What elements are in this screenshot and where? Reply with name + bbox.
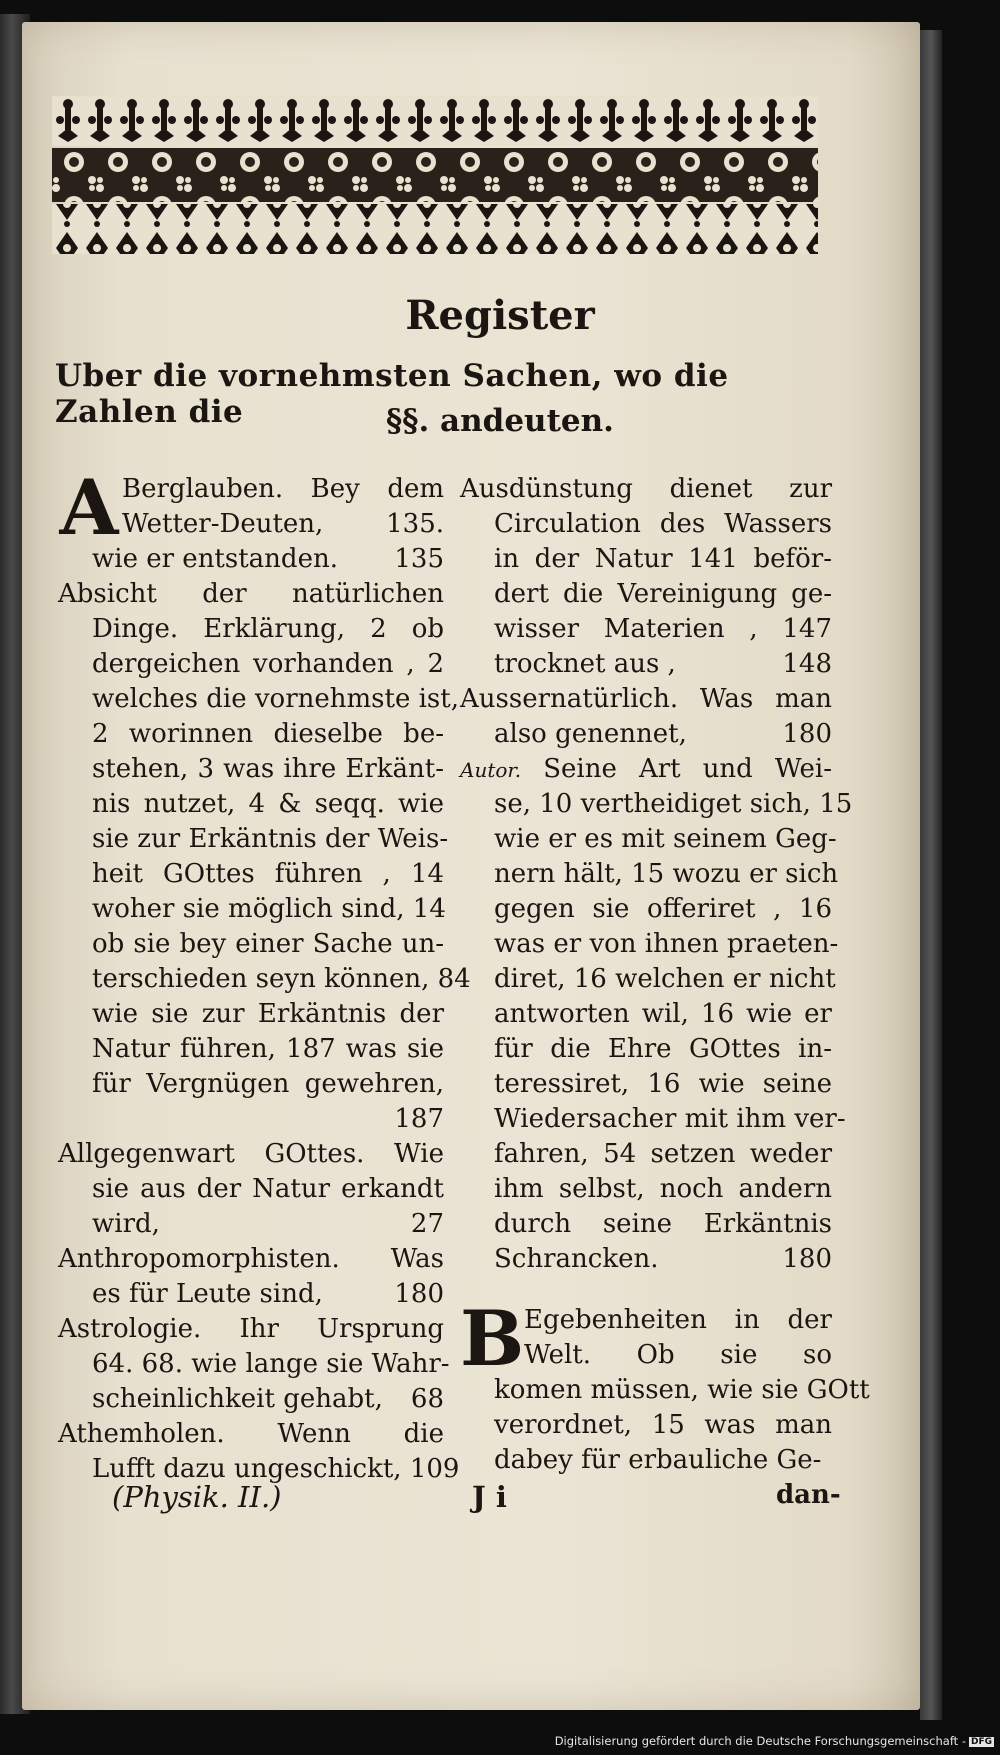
entry-line: dabey für erbauliche Ge-	[494, 1445, 822, 1475]
entry-line: dergeichen vorhanden , 2	[92, 649, 444, 679]
register-entry	[58, 1312, 450, 1417]
entry-line: komen müssen, wie sie GOtt	[494, 1375, 870, 1405]
entry-line: terschieden seyn können, 84	[92, 964, 471, 994]
entry-line: antworten wil, 16 wie er	[494, 999, 832, 1029]
entry-line	[460, 752, 832, 787]
entry-line-text: also genennet,	[494, 719, 687, 749]
entry-line: sie zur Erkäntnis der Weis-	[92, 824, 449, 854]
entry-line: Allgegenwart GOttes. Wie	[58, 1139, 444, 1169]
entry-line: nern hält, 15 wozu er sich	[494, 859, 839, 889]
volume-note: (Physik. II.)	[112, 1480, 282, 1514]
entry-line: nis nutzet, 4 & seqq. wie	[92, 789, 444, 819]
entry-line-text: wie er entstanden.	[92, 544, 338, 574]
page-reference: 180	[782, 1244, 832, 1274]
entry-line: ob sie bey einer Sache un-	[92, 929, 444, 959]
entry-line: ihm selbst, noch andern	[494, 1174, 832, 1204]
entry-line: Athemholen. Wenn die	[58, 1419, 444, 1449]
signature-mark: J i	[472, 1480, 507, 1514]
page-subtitle-line2: §§. andeuten.	[386, 403, 614, 439]
entry-line-text: wird,	[92, 1209, 160, 1239]
entry-line-text: es für Leute sind,	[92, 1279, 323, 1309]
register-entry	[58, 1417, 460, 1487]
entry-line: durch seine Erkäntnis	[494, 1209, 832, 1239]
entry-line: Dinge. Erklärung, 2 ob	[92, 614, 444, 644]
entry-line: teressiret, 16 wie seine	[494, 1069, 832, 1099]
entry-line: Circulation des Wassers	[494, 509, 832, 539]
entry-line: 64. 68. wie lange sie Wahr-	[92, 1349, 450, 1379]
register-entry	[58, 463, 444, 577]
register-entry	[460, 682, 832, 752]
register-entry	[58, 1242, 444, 1312]
entry-line: Astrologie. Ihr Ursprung	[58, 1314, 444, 1344]
register-entry	[460, 472, 832, 682]
ornamental-header-band	[52, 96, 818, 256]
entry-line	[58, 1277, 444, 1312]
entry-line: Berglauben. Bey dem	[122, 474, 444, 504]
entry-line: für die Ehre GOttes in-	[494, 1034, 832, 1064]
register-entry	[460, 752, 853, 1277]
page-reference: 148	[782, 649, 832, 679]
register-entry	[58, 577, 471, 1137]
entry-line	[58, 1382, 444, 1417]
entry-line: Anthropomorphisten. Was	[58, 1244, 444, 1274]
entry-line: Wetter-Deuten, 135.	[122, 509, 444, 539]
page-reference: 180	[782, 719, 832, 749]
drop-capital: A	[59, 463, 119, 552]
entry-line: für Vergnügen gewehren,	[92, 1069, 444, 1099]
entry-line: in der Natur 141 beför-	[494, 544, 832, 574]
entry-line: Absicht der natürlichen	[58, 579, 444, 609]
entry-line-text: Seine Art und Wei-	[543, 754, 832, 784]
page-subtitle-line1: Uber die vornehmsten Sachen, wo die Zahlen die	[55, 358, 729, 430]
entry-line: heit GOttes führen , 14	[92, 859, 444, 889]
entry-line: welches die vornehmste ist,	[92, 684, 459, 714]
entry-line: dert die Vereinigung ge-	[494, 579, 832, 609]
page-reference: 180	[394, 1279, 444, 1309]
entry-line: fahren, 54 setzen weder	[494, 1139, 832, 1169]
entry-line: wie sie zur Erkäntnis der	[92, 999, 444, 1029]
entry-lead-word: Autor.	[460, 758, 522, 782]
entry-line: Lufft dazu ungeschickt, 109	[92, 1454, 460, 1484]
entry-line-text: scheinlichkeit gehabt,	[92, 1384, 383, 1414]
entry-line: se, 10 vertheidiget sich, 15	[494, 789, 853, 819]
entry-line-text: trocknet aus ,	[494, 649, 676, 679]
page-reference: 27	[410, 1209, 444, 1239]
entry-line: wisser Materien , 147	[494, 614, 832, 644]
book-right-edge	[920, 30, 942, 1720]
entry-line: diret, 16 welchen er nicht	[494, 964, 836, 994]
register-entry	[58, 1137, 444, 1242]
entry-line: Wiedersacher mit ihm ver-	[494, 1104, 846, 1134]
entry-line: 187	[394, 1104, 444, 1134]
entry-line	[58, 1207, 444, 1242]
digitization-credit	[555, 1734, 994, 1748]
entry-line-text: Schrancken.	[494, 1244, 659, 1274]
entry-line: 2 worinnen dieselbe be-	[92, 719, 444, 749]
dfg-logo-badge: DFG	[970, 1736, 992, 1747]
page-title: Register	[405, 292, 595, 339]
entry-line: stehen, 3 was ihre Erkänt-	[92, 754, 444, 784]
page-reference: 68	[410, 1384, 444, 1414]
page-reference: 135	[394, 544, 444, 574]
entry-line: wie er es mit seinem Geg-	[494, 824, 837, 854]
entry-line: verordnet, 15 was man	[494, 1410, 832, 1440]
catchword: dan-	[776, 1480, 841, 1510]
entry-line	[460, 1242, 832, 1277]
entry-line	[460, 647, 832, 682]
right-column	[460, 472, 870, 1478]
entry-line: Welt. Ob sie so	[524, 1340, 832, 1370]
entry-line: sie aus der Natur erkandt	[92, 1174, 444, 1204]
entry-line: Natur führen, 187 was sie	[92, 1034, 444, 1064]
credit-text: Digitalisierung gefördert durch die Deutsche Forschungsgemeinschaft -	[554, 1734, 966, 1748]
entry-line	[460, 717, 832, 752]
left-column	[58, 463, 471, 1487]
drop-capital: B	[460, 1294, 525, 1383]
register-entry	[460, 1294, 870, 1478]
entry-line: was er von ihnen praeten-	[494, 929, 839, 959]
entry-line: Aussernatürlich. Was man	[460, 684, 832, 714]
entry-line: Egebenheiten in der	[524, 1305, 832, 1335]
entry-line: woher sie möglich sind, 14	[92, 894, 446, 924]
entry-line: Ausdünstung dienet zur	[460, 474, 832, 504]
entry-line: gegen sie offeriret , 16	[494, 894, 832, 924]
